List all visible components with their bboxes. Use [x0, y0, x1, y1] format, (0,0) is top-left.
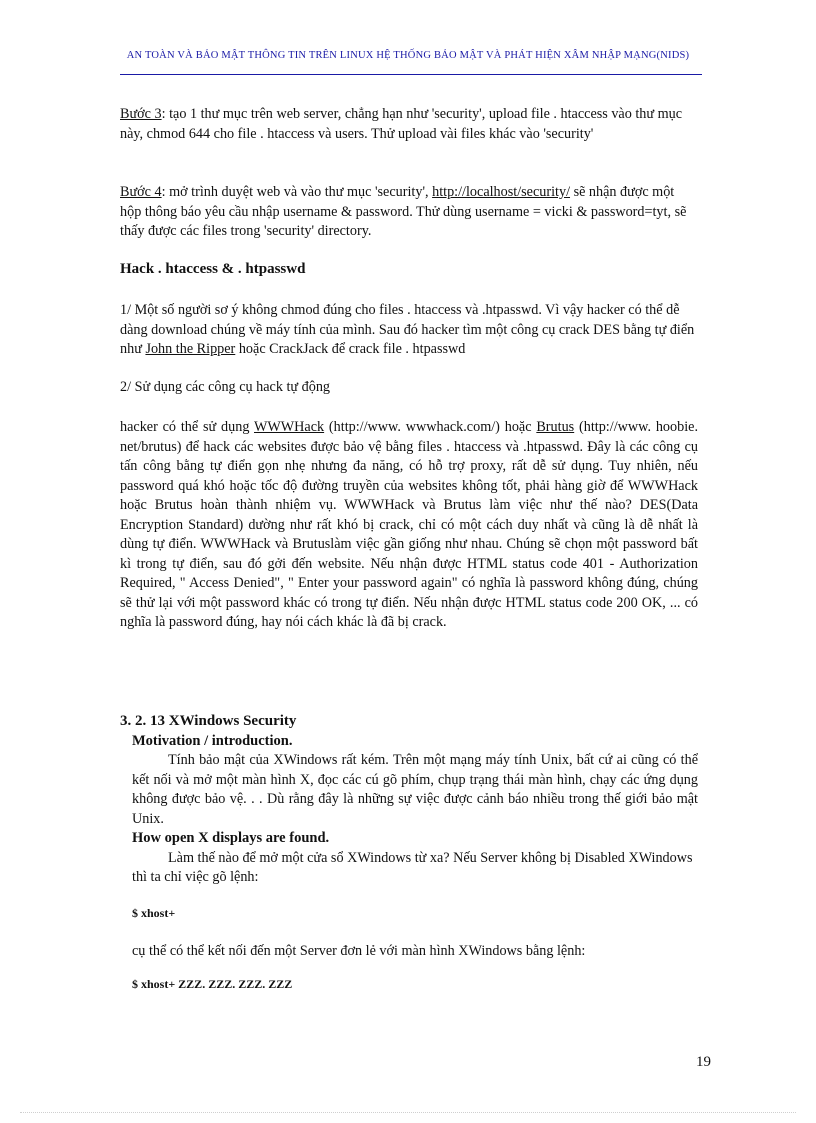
found-text: Làm thế nào để mở một cửa sổ XWindows từ xa? Nếu Server không bị Disabled XWindows thì ta chỉ việc gõ lệnh: [132, 849, 693, 885]
page-number: 19 [696, 1054, 711, 1070]
header-rule [120, 74, 702, 75]
paragraph-1 [120, 301, 698, 360]
motivation-text: Tính bảo mật của XWindows rất kém. Trên một mạng máy tính Unix, bất cứ ai cũng có thể kết nối và mở một màn hình X, đọc các cú gõ phím, chụp trạng thái màn hình, chạy các ứng dụng không được bảo vệ. . . Dù rằng đây là những sự việc được cảnh báo nhiều trong thế giới bảo mật Unix. [132, 752, 698, 827]
wwwhack-link[interactable]: WWWHack [254, 419, 325, 435]
paragraph-3-text-1: hacker có thể sử dụng [120, 419, 254, 435]
paragraph-2: 2/ Sử dụng các công cụ hack tự động [120, 379, 331, 395]
found-heading: How open X displays are found. [132, 830, 330, 846]
john-the-ripper-link[interactable]: John the Ripper [145, 341, 236, 357]
section-title: 3. 2. 13 XWindows Security [120, 713, 297, 729]
paragraph-1-text-before: 1/ Một số người sơ ý không chmod đúng cho files . htaccess và .htpasswd. Vì vậy hacker có thể dễ dàng download chúng về máy tính của mình. Sau đó hacker tìm một công cụ crack DES bằng tự điển như [120, 302, 695, 357]
step-3-paragraph [120, 105, 698, 144]
connect-text: cụ thể có thể kết nối đến một Server đơn lẻ với màn hình XWindows bằng lệnh: [132, 943, 586, 959]
step-4-text-after: sẽ nhận được một hộp thông báo yêu cầu nhập username & password. Thử dùng username = vicki & password=tyt, sẽ thấy được các files trong 'security' directory. [120, 184, 687, 239]
hack-heading: Hack . htaccess & . htpasswd [120, 261, 306, 277]
step-4-label: Bước 4 [120, 184, 162, 200]
paragraph-3-text-2: (http://www. wwwhack.com/) hoặc [324, 419, 537, 435]
paragraph-3 [120, 418, 698, 633]
step-3-text: : tạo 1 thư mục trên web server, chẳng hạn như 'security', upload file . htaccess vào thư mục này, chmod 644 cho file . htaccess và users. Thử upload vài files khác vào 'security' [120, 106, 683, 142]
motivation-heading: Motivation / introduction. [132, 732, 293, 749]
command-xhost-server: $ xhost+ ZZZ. ZZZ. ZZZ. ZZZ [132, 977, 293, 991]
step-3-label: Bước 3 [120, 106, 162, 122]
paragraph-1-text-after: hoặc CrackJack để crack file . htpasswd [235, 341, 466, 357]
brutus-link[interactable]: Brutus [536, 419, 575, 435]
localhost-link[interactable]: http://localhost/security/ [432, 184, 571, 200]
step-4-text-before: : mở trình duyệt web và vào thư mục 'security', [161, 184, 433, 200]
command-xhost: $ xhost+ [132, 906, 176, 920]
step-4-paragraph [120, 183, 698, 242]
page-bottom-dotted-line [20, 1112, 796, 1113]
paragraph-3-text-3: (http://www. hoobie. net/brutus) để hack các websites được bảo vệ bằng files . htaccess và .htpasswd. Đây là các công cụ tấn công bằng tự điển gọn nhẹ nhưng đa năng, có hỗ trợ proxy, rất dễ sử dụng. Tuy nhiên, nếu password quá khó hoặc tốc độ đường truyền của websites không tốt, phải hàng giờ để WWWHack hoặc Brutus hoàn thành nhiệm vụ. WWWHack và Brutus làm việc như thế nào? DES(Data Encryption Standard) dường như rất khó bị crack, chỉ có một cách duy nhất và cũng là dễ nhất là dùng tự điển. WWWHack và Brutuslàm việc gần giống như nhau. Chúng sẽ chọn một password bất kì trong tự điển, sau đó gởi đến website. Nếu nhận được HTML status code 401 - Authorization Required, " Access Denied", " Enter your password again" có nghĩa là password không đúng, chúng sẽ thử lại với một password khác có trong tự điển. Nếu nhận được HTML status code 200 OK, ... có nghĩa là password đúng, hay nói cách khác là đã bị crack. [120, 419, 698, 630]
running-header: AN TOÀN VÀ BẢO MẬT THÔNG TIN TRÊN LINUX HỆ THỐNG BẢO MẬT VÀ PHÁT HIỆN XÂM NHẬP MẠNG(NIDS) [126, 50, 690, 61]
xwindows-section [120, 712, 698, 888]
